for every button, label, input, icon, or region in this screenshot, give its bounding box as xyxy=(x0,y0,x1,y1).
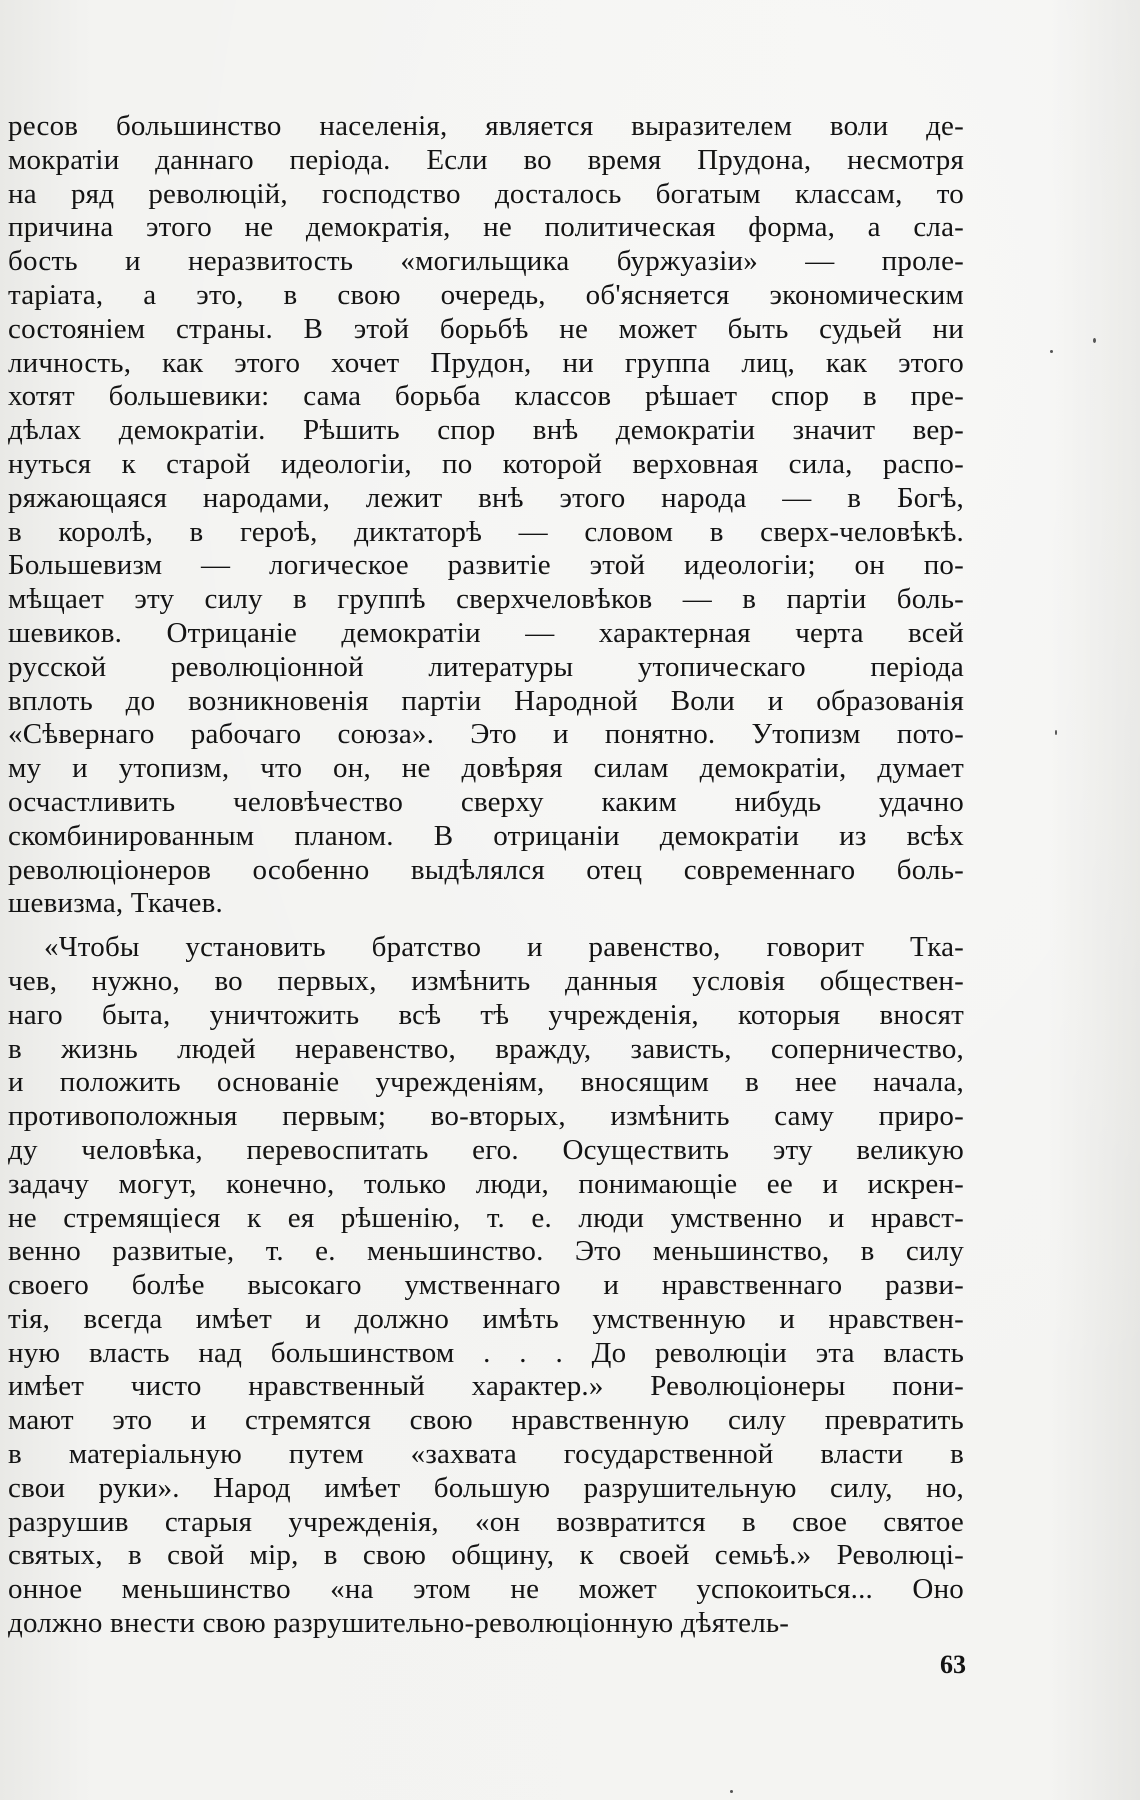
text-line: таріата, а это, в свою очередь, об'ясняется экономическим xyxy=(8,278,964,311)
text-line: и положить основаніе учрежденіям, вносящим в нее начала, xyxy=(8,1066,964,1099)
text-line: чев, нужно, во первых, измѣнить данныя условія обществен- xyxy=(8,964,964,997)
text-line: вплоть до возникновенія партіи Народной Воли и образованія xyxy=(8,684,964,717)
text-line: бость и неразвитость «могильщика буржуазіи» — проле- xyxy=(8,245,964,278)
text-line: ду человѣка, перевоспитать его. Осуществить эту великую xyxy=(8,1133,964,1166)
page-number: 63 xyxy=(940,1650,966,1679)
print-speck xyxy=(1093,338,1096,343)
text-line: нуться к старой идеологіи, по которой верховная сила, распо- xyxy=(8,447,964,480)
text-line: святых, в свой мір, в свою общину, к своей семьѣ.» Революці- xyxy=(8,1539,964,1572)
text-line: му и утопизм, что он, не довѣряя силам демократіи, думает xyxy=(8,752,964,785)
text-line: ресов большинство населенія, является выразителем воли де- xyxy=(8,110,964,142)
text-line: на ряд революцій, господство досталось богатым классам, то xyxy=(8,177,964,210)
text-line: ряжающаяся народами, лежит внѣ этого народа — в Богѣ, xyxy=(8,481,964,514)
text-line: не стремящіеся к ея рѣшенію, т. е. люди умственно и нравст- xyxy=(8,1201,964,1234)
text-line: противоположныя первым; во-вторых, измѣнить саму приро- xyxy=(8,1100,964,1133)
text-line: скомбинированным планом. В отрицаніи демократіи из всѣх xyxy=(8,819,964,852)
text-line: свои руки». Народ имѣет большую разрушительную силу, но, xyxy=(8,1471,964,1504)
paragraph-2 xyxy=(8,931,964,1641)
text-line: онное меньшинство «на этом не может успокоиться... Оно xyxy=(8,1573,964,1606)
text-line: в жизнь людей неравенство, вражду, зависть, соперничество, xyxy=(8,1032,964,1065)
paragraph-1 xyxy=(8,110,964,921)
text-line: своего болѣе высокаго умственнаго и нравственнаго разви- xyxy=(8,1269,964,1302)
text-line: венно развитые, т. е. меньшинство. Это меньшинство, в силу xyxy=(8,1235,964,1268)
text-line: хотят большевики: сама борьба классов рѣшает спор в пре- xyxy=(8,380,964,413)
text-line: шевизма, Ткачев. xyxy=(8,887,223,920)
text-line: шевиков. Отрицаніе демократіи — характерная черта всей xyxy=(8,616,964,649)
body-text xyxy=(8,110,964,1641)
text-line: имѣет чисто нравственный характер.» Революціонеры пони- xyxy=(8,1370,964,1403)
text-line: осчастливить человѣчество сверху каким нибудь удачно xyxy=(8,785,964,818)
text-line: причина этого не демократія, не политическая форма, а сла- xyxy=(8,211,964,244)
text-line: революціонеров особенно выдѣлялся отец современнаго боль- xyxy=(8,853,964,886)
text-line: в матеріальную путем «захвата государственной власти в xyxy=(8,1438,964,1471)
text-line: ную власть над большинством . . . До революціи эта власть xyxy=(8,1336,964,1369)
text-line: в королѣ, в героѣ, диктаторѣ — словом в сверх-человѣкѣ. xyxy=(8,515,964,548)
text-line: «Сѣвернаго рабочаго союза». Это и понятно. Утопизм пото- xyxy=(8,718,964,751)
print-speck xyxy=(1050,350,1053,353)
text-line: тія, всегда имѣет и должно имѣть умственную и нравствен- xyxy=(8,1302,964,1335)
text-line: задачу могут, конечно, только люди, понимающіе ее и искрен- xyxy=(8,1167,964,1200)
print-speck xyxy=(730,1790,733,1793)
text-line: состояніем страны. В этой борьбѣ не может быть судьей ни xyxy=(8,312,964,345)
text-line: разрушив старыя учрежденія, «он возвратится в свое святое xyxy=(8,1505,964,1538)
text-line: дѣлах демократіи. Рѣшить спор внѣ демократіи значит вер- xyxy=(8,414,964,447)
text-line: мѣщает эту силу в группѣ сверхчеловѣков — в партіи боль- xyxy=(8,583,964,616)
text-line: личность, как этого хочет Прудон, ни группа лиц, как этого xyxy=(8,346,964,379)
text-line: русской революціонной литературы утопическаго періода xyxy=(8,650,964,683)
print-speck xyxy=(1055,730,1057,735)
text-line: должно внести свою разрушительно-революціонную дѣятель- xyxy=(8,1607,790,1640)
text-line: мают это и стремятся свою нравственную силу превратить xyxy=(8,1404,964,1437)
text-line: «Чтобы установить братство и равенство, говорит Тка- xyxy=(44,931,964,964)
text-line: мократіи даннаго періода. Если во время Прудона, несмотря xyxy=(8,143,964,176)
text-line: Большевизм — логическое развитіе этой идеологіи; он по- xyxy=(8,549,964,582)
text-line: наго быта, уничтожить всѣ тѣ учрежденія, которыя вносят xyxy=(8,998,964,1031)
